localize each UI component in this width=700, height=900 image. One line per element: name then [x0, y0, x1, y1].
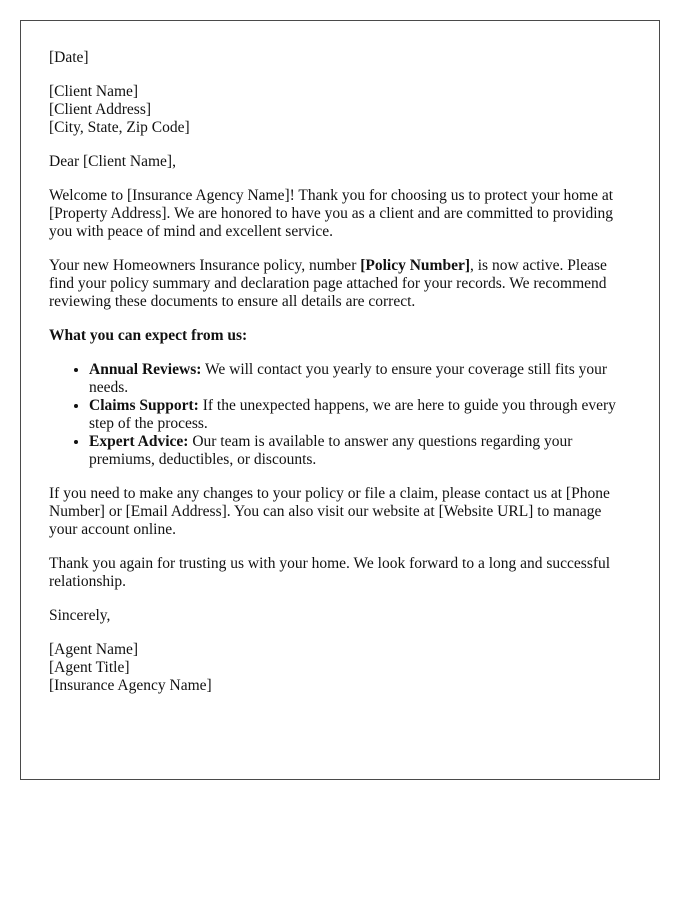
benefit-text: If the unexpected happens, we are here to guide you through every step of the process.	[89, 397, 616, 432]
recipient-block	[49, 83, 631, 137]
intro-paragraph: Welcome to [Insurance Agency Name]! Thank you for choosing us to protect your home at [Property Address]. We are honored to have you as a client and are committed to providing you with peace of mind and excellent service.	[49, 187, 614, 240]
recipient-city-state-zip: [City, State, Zip Code]	[49, 119, 190, 136]
agent-name: [Agent Name]	[49, 641, 139, 658]
salutation: Dear [Client Name],	[49, 153, 176, 170]
letter-page	[20, 20, 660, 780]
contact-paragraph: If you need to make any changes to your policy or file a claim, please contact us at [Phone Number] or [Email Address]. You can also visit our website at [Website URL] to manage your account online.	[49, 485, 610, 538]
agency-name: [Insurance Agency Name]	[49, 677, 212, 694]
benefit-text: Our team is available to answer any questions regarding your premiums, deductibles, or discounts.	[89, 433, 573, 468]
policy-text-after: , is now active. Please find your policy summary and declaration page attached for your records. We recommend reviewing these documents to ensure all details are correct.	[49, 257, 607, 310]
policy-text-before: Your new Homeowners Insurance policy, number	[49, 257, 361, 274]
list-item	[89, 397, 631, 433]
benefit-title: Annual Reviews:	[89, 361, 202, 378]
benefit-text: We will contact you yearly to ensure your coverage still fits your needs.	[89, 361, 608, 396]
list-item	[89, 361, 631, 397]
policy-number: [Policy Number]	[360, 257, 470, 274]
recipient-address: [Client Address]	[49, 101, 152, 118]
letter-date: [Date]	[49, 49, 89, 66]
recipient-name: [Client Name]	[49, 83, 139, 100]
signoff: Sincerely,	[49, 607, 111, 624]
benefit-title: Expert Advice:	[89, 433, 189, 450]
expectations-heading: What you can expect from us:	[49, 327, 248, 344]
benefits-list	[49, 361, 631, 469]
list-item	[89, 433, 631, 469]
benefit-title: Claims Support:	[89, 397, 199, 414]
signature-block	[49, 641, 631, 695]
closing-paragraph: Thank you again for trusting us with your home. We look forward to a long and successful relationship.	[49, 555, 611, 590]
policy-paragraph	[49, 257, 631, 311]
agent-title: [Agent Title]	[49, 659, 130, 676]
